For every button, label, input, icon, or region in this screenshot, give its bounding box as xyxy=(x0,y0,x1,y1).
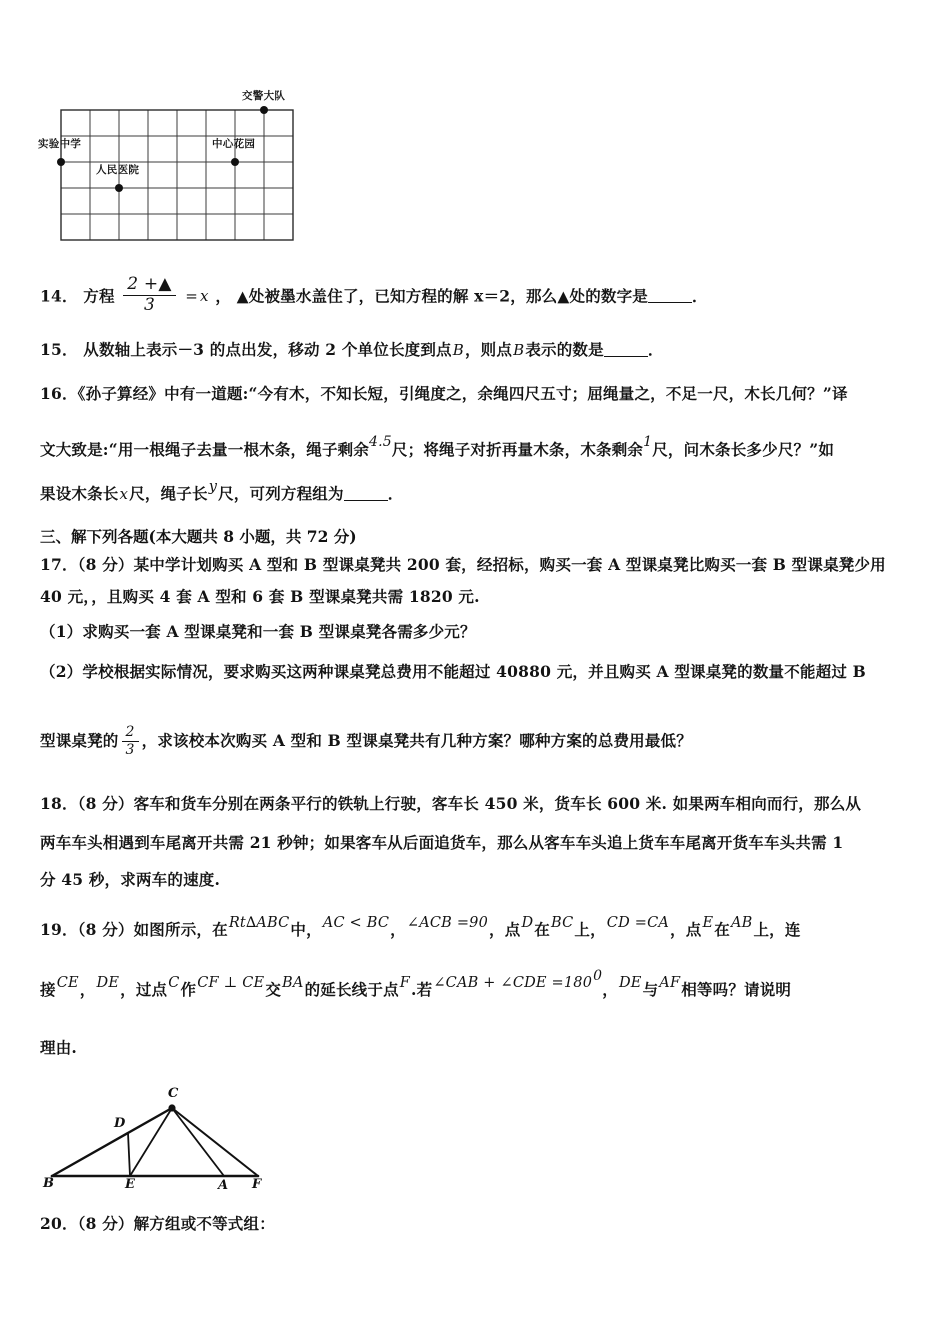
q19-l1-c: ， xyxy=(390,920,406,939)
q16-line-2-text-a: 文大致是:“用一根绳子去量一根木条，绳子剩余 xyxy=(40,440,370,459)
q14-lead: 方程 xyxy=(83,286,115,306)
q19-expr-angle-acb: ∠ACB =90 xyxy=(406,915,489,931)
q17-fraction-denominator: 3 xyxy=(122,741,139,758)
section-3-heading: 三、解下列各题(本大题共 8 小题，共 72 分) xyxy=(40,527,357,546)
q17-number: 17． xyxy=(40,555,78,574)
q19-l2-b: ， xyxy=(79,980,96,999)
q19-segment-ba: BA xyxy=(282,975,304,991)
question-17-sub-2 xyxy=(40,660,866,684)
question-17-line-1 xyxy=(40,553,886,577)
q16-var-y: y xyxy=(208,479,218,495)
q16-period: ． xyxy=(387,484,404,503)
q19-l3-text: 理由. xyxy=(40,1038,77,1057)
question-17-sub-1 xyxy=(40,620,476,644)
q19-point-e: E xyxy=(702,915,714,931)
q16-line-3-text-c: 尺，可列方程组为 xyxy=(218,484,344,503)
map-point-hospital xyxy=(115,184,123,192)
q19-l2-j: 相等吗？请说明 xyxy=(681,980,792,999)
q17-sub-1-text: （1）求购买一套 A 型课桌凳和一套 B 型课桌凳各需多少元？ xyxy=(40,622,476,641)
q20-number: 20． xyxy=(40,1214,78,1233)
q19-l1-h: 在 xyxy=(714,920,730,939)
q16-line-2-text-c: 尺，问木条长多少尺？”如 xyxy=(652,440,835,459)
map-label-shiyan-zhongxue: 实验中学 xyxy=(38,138,82,150)
q16-line-2-text-b: 尺；将绳子对折再量木条，木条剩余 xyxy=(391,440,644,459)
q14-period: ． xyxy=(692,286,708,306)
q16-value-4-5: 4.5 xyxy=(369,434,392,450)
question-19-line-2 xyxy=(40,968,792,1003)
q19-segment-ce: CE xyxy=(56,975,79,991)
q17-score: （8 分） xyxy=(77,555,134,574)
q16-line-3-text-a: 果设木条长 xyxy=(40,484,119,503)
q14-equals: = xyxy=(185,287,199,306)
q19-expr-ac-lt-bc: AC < BC xyxy=(322,915,390,931)
q15-text-a: 从数轴上表示－3 的点出发，移动 2 个单位长度到点 xyxy=(83,340,452,359)
q19-l2-a: 接 xyxy=(40,980,56,999)
q14-text: ▲处被墨水盖住了，已知方程的解 x＝2，那么▲处的数字是 xyxy=(236,286,648,306)
q15-period: ． xyxy=(647,340,664,359)
q14-answer-blank[interactable] xyxy=(648,288,692,303)
q19-expr-angle-sum: ∠CAB + ∠CDE =180 xyxy=(433,975,593,991)
q19-l2-c: ，过点 xyxy=(120,980,168,999)
q19-segment-de: DE xyxy=(96,975,120,991)
q19-l1-b: 中， xyxy=(290,920,322,939)
q14-number: 14． xyxy=(40,286,78,306)
triangle-label-d: D xyxy=(114,1116,126,1131)
q18-line-2-text: 两车车头相遇到车尾离开共需 21 秒钟；如果客车从后面追货车，那么从客车车头追上货车车尾离开货车车头共需 1 xyxy=(40,833,844,852)
q19-l1-f: 上， xyxy=(574,920,606,939)
triangle-label-c: C xyxy=(168,1086,179,1101)
question-18-line-3 xyxy=(40,868,220,892)
map-point-police xyxy=(260,106,268,114)
question-18-line-2 xyxy=(40,831,843,855)
question-14 xyxy=(40,274,708,317)
q17-sub-2-cont-a: 型课桌凳的 xyxy=(40,731,119,751)
question-19-line-3 xyxy=(40,1036,77,1060)
q19-point-c: C xyxy=(168,975,180,991)
q16-answer-blank[interactable] xyxy=(344,486,388,501)
q19-score: （8 分） xyxy=(77,920,134,939)
q14-fraction-numerator: 2 +▲ xyxy=(127,274,172,294)
question-16-line-3 xyxy=(40,479,404,506)
map-point-shiyan xyxy=(57,158,65,166)
grid-map-svg xyxy=(36,84,356,249)
q19-l2-d: 作 xyxy=(180,980,197,999)
q19-l2-f: 的延长线于点 xyxy=(304,980,399,999)
grid-map-figure xyxy=(36,84,356,249)
q19-l1-g: ，点 xyxy=(670,920,702,939)
triangle-svg xyxy=(42,1088,272,1193)
q15-text-b: ，则点 xyxy=(464,340,513,359)
question-16-line-1 xyxy=(40,382,848,406)
q19-l2-i: 与 xyxy=(642,980,659,999)
q15-number: 15． xyxy=(40,340,78,359)
q14-variable-x: x xyxy=(200,287,209,306)
q17-sub-2-cont-b: ，求该校本次购买 A 型和 B 型课桌凳共有几种方案？哪种方案的总费用最低？ xyxy=(141,731,692,751)
q20-score: （8 分） xyxy=(77,1214,134,1233)
q19-l2-h: ， xyxy=(602,980,618,999)
q15-text-c: 表示的数是 xyxy=(525,340,604,359)
q19-degree-superscript: 0 xyxy=(593,968,603,984)
question-17-sub-2-continued xyxy=(40,726,692,758)
triangle-label-e: E xyxy=(125,1177,135,1192)
map-label-renmin-yiyuan: 人民医院 xyxy=(96,164,140,176)
q19-expr-cd-eq-ca: CD =CA xyxy=(606,915,670,931)
q16-line-3-text-b: 尺，绳子长 xyxy=(129,484,208,503)
q18-line-1-text: 客车和货车分别在两条平行的铁轨上行驶，客车长 450 米，货车长 600 米. 如果两车相向而行，那么从 xyxy=(133,794,862,813)
q14-comma: ， xyxy=(215,286,232,306)
q19-point-f: F xyxy=(399,975,411,991)
q15-var-b-2: B xyxy=(513,341,525,359)
triangle-label-f: F xyxy=(252,1177,262,1192)
vertex-dot-c xyxy=(168,1104,175,1111)
q19-segment-ab: AB xyxy=(730,915,753,931)
q16-line-1-text: 《孙子算经》中有一道题:“今有木，不知长短，引绳度之，余绳四尺五寸；屈绳量之，不足一尺，木长几何？”译 xyxy=(77,384,848,403)
q17-line-1-text: 某中学计划购买 A 型和 B 型课桌凳共 200 套，经招标，购买一套 A 型课桌凳比购买一套 B 型课桌凳少用 xyxy=(133,555,886,574)
map-label-zhongxin-huayuan: 中心花园 xyxy=(212,138,256,150)
question-15 xyxy=(40,338,664,362)
question-20 xyxy=(40,1212,275,1236)
triangle-label-b: B xyxy=(43,1176,54,1191)
q16-var-x: x xyxy=(119,485,129,503)
question-18-line-1 xyxy=(40,792,861,816)
q19-l2-g: .若 xyxy=(411,980,433,999)
q17-fraction-numerator: 2 xyxy=(125,724,135,740)
q19-number: 19． xyxy=(40,920,78,939)
q19-l2-e: 交 xyxy=(265,980,282,999)
q18-number: 18． xyxy=(40,794,78,813)
q19-segment-af: AF xyxy=(659,975,681,991)
q18-score: （8 分） xyxy=(77,794,134,813)
q19-l1-d: ，点 xyxy=(489,920,521,939)
map-label-jiaojing-dadui: 交警大队 xyxy=(242,90,286,102)
map-point-garden xyxy=(231,158,239,166)
q18-line-3-text: 分 45 秒，求两车的速度. xyxy=(40,870,221,889)
q19-l1-e: 在 xyxy=(534,920,550,939)
q17-sub-2-text: （2）学校根据实际情况，要求购买这两种课桌凳总费用不能超过 40880 元，并且购买 A 型课桌凳的数量不能超过 B xyxy=(40,662,866,681)
triangle-figure xyxy=(42,1088,272,1193)
q15-answer-blank[interactable] xyxy=(604,342,648,357)
triangle-label-a: A xyxy=(218,1178,229,1193)
q16-number: 16． xyxy=(40,384,78,403)
q17-fraction-two-thirds xyxy=(122,725,139,757)
q15-var-b-1: B xyxy=(452,341,464,359)
q19-l1-a: 如图所示，在 xyxy=(133,920,228,939)
q19-expr-cf-perp-ce: CF ⊥ CE xyxy=(197,975,265,991)
q16-value-1: 1 xyxy=(643,434,653,450)
q19-point-d: D xyxy=(521,915,534,931)
q17-line-2-text: 40 元，，且购买 4 套 A 型和 6 套 B 型课桌凳共需 1820 元. xyxy=(40,587,480,606)
q14-fraction-denominator: 3 xyxy=(123,295,175,315)
question-17-line-2 xyxy=(40,585,480,609)
q19-segment-de-2: DE xyxy=(618,975,642,991)
q19-l1-i: 上，连 xyxy=(753,920,801,939)
q19-segment-bc: BC xyxy=(550,915,574,931)
question-19-line-1 xyxy=(40,915,801,942)
q19-expr-rt-abc: Rt∆ABC xyxy=(228,915,290,931)
question-16-line-2 xyxy=(40,434,835,463)
q20-text: 解方组或不等式组： xyxy=(133,1214,275,1233)
q14-fraction xyxy=(123,276,175,315)
